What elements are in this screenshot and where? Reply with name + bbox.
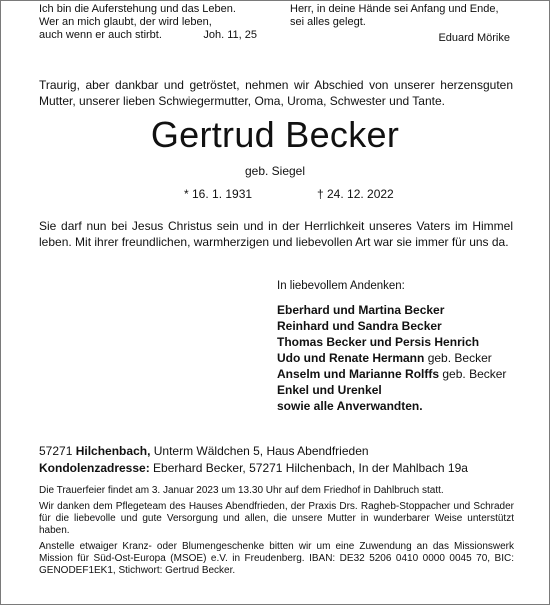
home-address [39, 443, 519, 460]
donation-info: Anstelle etwaiger Kranz- oder Blumengeschenke bitten wir um eine Zuwendung an das Missionswerk Mission für Süd-Ost-Europa (MSOE) e.V. in Freudenberg. IBAN: DE32 5206 0410 0000 0045 70, BIC: GENODEF1EK1, Stichwort: Gertrud Becker. [39, 541, 514, 576]
birth-name: geb. Siegel [244, 164, 306, 178]
condolence-text: Eberhard Becker, 57271 Hilchenbach, In der Mahlbach 19a [153, 461, 468, 475]
info-block [39, 485, 514, 581]
survivor-name: Eberhard und Martina Becker [277, 303, 445, 317]
address-block [39, 443, 519, 477]
verse-line: auch wenn er auch stirbt. [39, 29, 162, 41]
intro-text: Traurig, aber dankbar und getröstet, nehmen wir Abschied von unserer herzensguten Mutter, unserer lieben Schwiegermutter, Oma, Uroma, Schwester und Tante. [39, 78, 513, 108]
survivor-name: Reinhard und Sandra Becker [277, 319, 442, 333]
verse-line: Ich bin die Auferstehung und das Leben. [39, 3, 236, 15]
verse-line: Wer an mich glaubt, der wird leben, [39, 16, 212, 28]
condolence-address [39, 460, 519, 477]
survivor-entry [277, 334, 506, 350]
funeral-info: Die Trauerfeier findet am 3. Januar 2023 um 13.30 Uhr auf dem Friedhof in Dahlbruch statt. [39, 485, 444, 496]
quote-author: Eduard Mörike [438, 32, 510, 44]
survivor-entry [277, 318, 506, 334]
survivor-entry [277, 350, 506, 366]
survivor-entry [277, 398, 506, 414]
thanks-text: Wir danken dem Pflegeteam des Hauses Abendfrieden, der Praxis Drs. Ragheb-Stoppacher und Schrader für die liebevolle und gute Versorgung und allen, die unsere Mutter in wunderbarer Weise unterstützt haben. [39, 501, 514, 536]
deceased-name: Gertrud Becker [150, 114, 400, 155]
survivor-name: Thomas Becker und Persis Henrich [277, 335, 480, 349]
survivor-note: geb. Becker [442, 367, 507, 381]
survivor-name: sowie alle Anverwandten. [277, 399, 423, 413]
survivor-entry [277, 366, 506, 382]
survivor-name: Enkel und Urenkel [277, 383, 382, 397]
birth-date: * 16. 1. 1931 [184, 187, 253, 201]
death-date: † 24. 12. 2022 [317, 187, 394, 201]
survivor-entry [277, 382, 506, 398]
verse-line-with-reference [39, 29, 261, 42]
quote-line: Herr, in deine Hände sei Anfang und Ende, [290, 3, 499, 15]
memory-line: In liebevollem Andenken: [277, 280, 405, 292]
address-zip: 57271 [39, 444, 73, 458]
address-street: Unterm Wäldchen 5, Haus Abendfrieden [153, 444, 369, 458]
verse-reference: Joh. 11, 25 [203, 29, 257, 41]
poem-quote [290, 3, 510, 45]
survivor-name: Udo und Renate Hermann [277, 351, 425, 365]
quote-line: sei alles gelegt. [290, 16, 366, 28]
condolence-label: Kondolenzadresse: [39, 461, 150, 475]
survivors-list [277, 302, 506, 414]
bible-verse [39, 3, 261, 42]
address-town: Hilchenbach, [75, 444, 151, 458]
survivor-entry [277, 302, 506, 318]
survivor-name: Anselm und Marianne Rolffs [277, 367, 440, 381]
tribute-text: Sie darf nun bei Jesus Christus sein und in der Herrlichkeit unseres Vaters im Himmel leben. Mit ihrer freundlichen, warmherzigen und liebevollen Art war sie immer für uns da. [39, 219, 513, 249]
survivor-note: geb. Becker [427, 351, 492, 365]
